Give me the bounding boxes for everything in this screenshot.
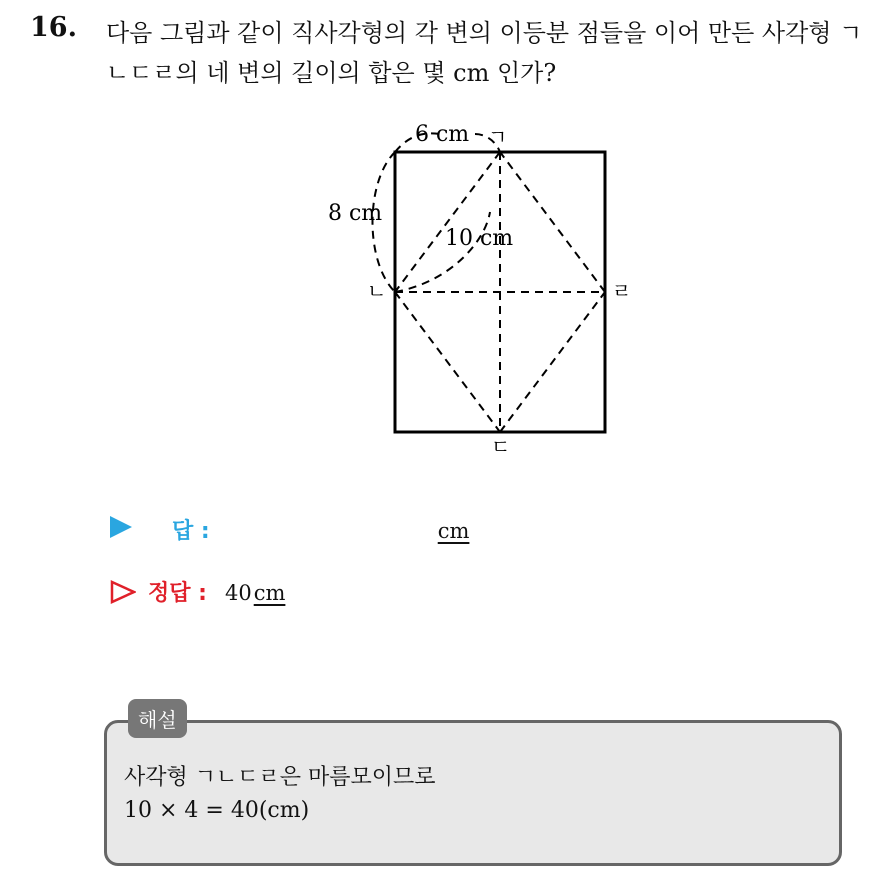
explanation-tag: 해설 xyxy=(128,699,187,738)
label-height: 8 cm xyxy=(328,201,383,226)
explanation-box xyxy=(104,720,842,866)
point-d-label: ㄷ xyxy=(491,435,511,459)
correct-row xyxy=(110,576,285,607)
point-n-label: ㄴ xyxy=(367,279,387,303)
explanation-line-1: 사각형 ㄱㄴㄷㄹ은 마름모이므로 xyxy=(124,765,436,790)
label-width: 6 cm xyxy=(415,122,470,147)
point-g-label: ㄱ xyxy=(488,125,508,149)
diag-arc xyxy=(395,212,490,292)
point-r-label: ㄹ xyxy=(612,279,632,303)
correct-label: 정답 : xyxy=(148,581,207,606)
outline-play-icon xyxy=(110,580,136,604)
answer-unit: cm xyxy=(437,519,470,543)
play-icon xyxy=(110,516,132,538)
rhombus-figure xyxy=(310,112,640,462)
answer-row xyxy=(110,514,469,545)
answer-label: 답 : xyxy=(172,519,210,544)
label-diagonal: 10 cm xyxy=(445,226,514,251)
question-number: 16. xyxy=(30,12,77,43)
question-text: 다음 그림과 같이 직사각형의 각 변의 이등분 점들을 이어 만든 사각형 ㄱㄴㄷㄹ의 네 변의 길이의 합은 몇 cm 인가? xyxy=(106,19,863,87)
correct-value: 40 xyxy=(224,581,252,605)
explanation-line-2: 10 × 4 = 40(cm) xyxy=(124,798,310,823)
rhombus-lines xyxy=(373,133,606,432)
correct-unit: cm xyxy=(253,581,286,605)
